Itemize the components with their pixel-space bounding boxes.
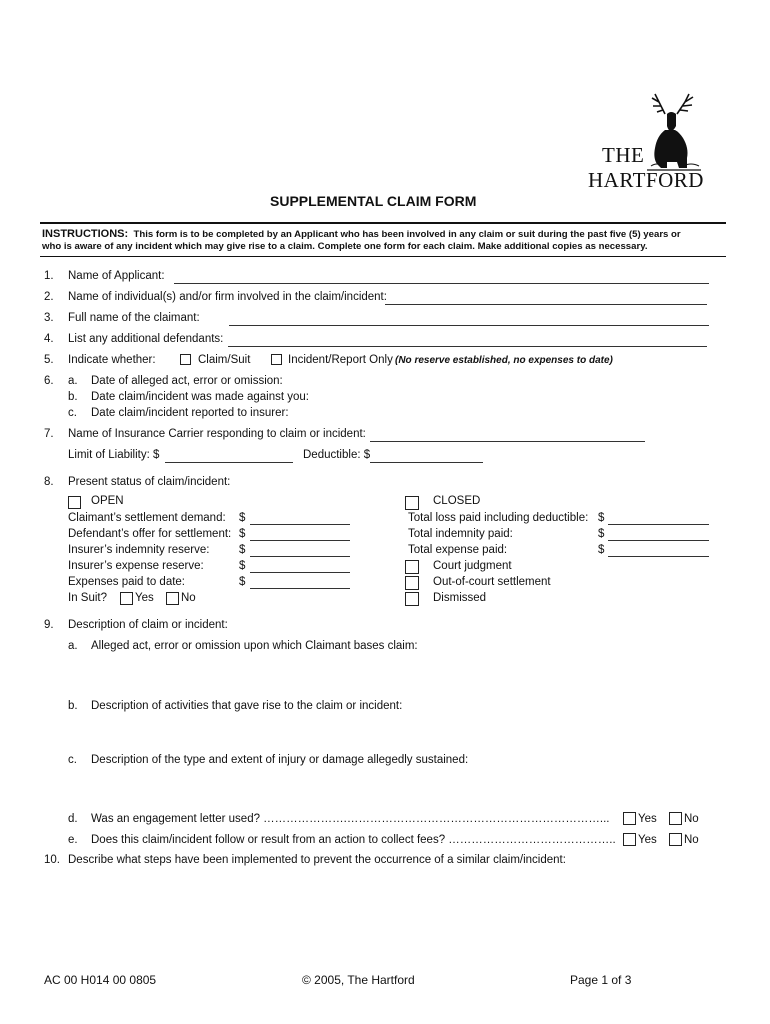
indemnity-reserve-label: Insurer’s indemnity reserve: (68, 544, 210, 556)
engagement-letter-yes-label: Yes (638, 813, 657, 825)
q5-number: 5. (44, 354, 54, 366)
copyright: © 2005, The Hartford (302, 973, 415, 987)
collect-fees-yes-checkbox[interactable] (623, 833, 636, 846)
deductible-label: Deductible: $ (303, 449, 371, 461)
q1-label: Name of Applicant: (68, 270, 165, 282)
limit-of-liability-label: Limit of Liability: $ (68, 449, 160, 461)
q2-label: Name of individual(s) and/or firm involved in the claim/incident: (68, 291, 387, 303)
q3-label: Full name of the claimant: (68, 312, 200, 324)
open-checkbox[interactable] (68, 496, 81, 509)
q8-label: Present status of claim/incident: (68, 476, 231, 488)
out-of-court-checkbox[interactable] (405, 576, 419, 590)
q6c-label: Date claim/incident reported to insurer: (91, 407, 289, 419)
settlement-demand-field[interactable] (250, 524, 350, 525)
collect-fees-yes-label: Yes (638, 834, 657, 846)
dollar-sign: $ (598, 544, 605, 556)
indemnity-reserve-field[interactable] (250, 556, 350, 557)
dismissed-checkbox[interactable] (405, 592, 419, 606)
q9e-label: Does this claim/incident follow or result from an action to collect fees? …………………………………….. (91, 834, 616, 846)
q9b-letter: b. (68, 700, 78, 712)
dollar-sign: $ (239, 576, 246, 588)
closed-label: CLOSED (433, 495, 481, 507)
expenses-paid-field[interactable] (250, 588, 350, 589)
in-suit-no-label: No (181, 592, 196, 604)
court-judgment-checkbox[interactable] (405, 560, 419, 574)
q9d-letter: d. (68, 813, 78, 825)
engagement-letter-yes-checkbox[interactable] (623, 812, 636, 825)
q9b-label: Description of activities that gave rise to the claim or incident: (91, 700, 403, 712)
incident-report-label: Incident/Report Only (288, 354, 393, 366)
settlement-offer-field[interactable] (250, 540, 350, 541)
q9-number: 9. (44, 619, 54, 631)
expense-reserve-label: Insurer’s expense reserve: (68, 560, 204, 572)
dollar-sign: $ (239, 560, 246, 572)
q8-number: 8. (44, 476, 54, 488)
total-expense-paid-label: Total expense paid: (408, 544, 508, 556)
limit-of-liability-field[interactable] (165, 462, 293, 463)
q9a-label: Alleged act, error or omission upon which Claimant bases claim: (91, 640, 418, 652)
involved-parties-field[interactable] (385, 304, 707, 305)
claimant-name-field[interactable] (229, 325, 709, 326)
q6b-letter: b. (68, 391, 78, 403)
additional-defendants-field[interactable] (228, 346, 707, 347)
instructions-label: INSTRUCTIONS: (42, 228, 129, 240)
q6-number: 6. (44, 375, 54, 387)
logo-text-the: THE (602, 143, 645, 167)
q7-number: 7. (44, 428, 54, 440)
out-of-court-label: Out-of-court settlement (433, 576, 551, 588)
instructions-text-2: who is aware of any incident which may give rise to a claim. Complete one form for each claim. Make additional copies as necessary. (42, 241, 648, 252)
q5-label: Indicate whether: (68, 354, 156, 366)
logo-text-hartford: HARTFORD (588, 168, 704, 192)
deductible-field[interactable] (370, 462, 483, 463)
page-number: Page 1 of 3 (570, 973, 632, 987)
insurance-carrier-field[interactable] (370, 441, 645, 442)
dismissed-label: Dismissed (433, 592, 487, 604)
dollar-sign: $ (239, 512, 246, 524)
q9c-letter: c. (68, 754, 77, 766)
divider-bottom (40, 256, 726, 257)
q9c-label: Description of the type and extent of injury or damage allegedly sustained: (91, 754, 469, 766)
total-indemnity-paid-field[interactable] (608, 540, 709, 541)
claim-suit-label: Claim/Suit (198, 354, 251, 366)
total-loss-paid-label: Total loss paid including deductible: (408, 512, 589, 524)
incident-report-checkbox[interactable] (271, 354, 282, 365)
settlement-demand-label: Claimant’s settlement demand: (68, 512, 226, 524)
q6a-letter: a. (68, 375, 78, 387)
q9-label: Description of claim or incident: (68, 619, 228, 631)
q2-number: 2. (44, 291, 54, 303)
dollar-sign: $ (239, 544, 246, 556)
total-expense-paid-field[interactable] (608, 556, 709, 557)
q6b-label: Date claim/incident was made against you: (91, 391, 309, 403)
in-suit-yes-label: Yes (135, 592, 154, 604)
q3-number: 3. (44, 312, 54, 324)
instructions-text-1: This form is to be completed by an Applicant who has been involved in any claim or suit during the past five (5) years or (133, 229, 681, 240)
total-loss-paid-field[interactable] (608, 524, 709, 525)
q4-number: 4. (44, 333, 54, 345)
page-title: SUPPLEMENTAL CLAIM FORM (270, 193, 477, 209)
divider-top (40, 222, 726, 224)
engagement-letter-no-label: No (684, 813, 699, 825)
q6c-letter: c. (68, 407, 77, 419)
in-suit-label: In Suit? (68, 592, 107, 604)
q4-label: List any additional defendants: (68, 333, 224, 345)
instructions-line1 (42, 228, 681, 241)
expense-reserve-field[interactable] (250, 572, 350, 573)
q7-label: Name of Insurance Carrier responding to claim or incident: (68, 428, 366, 440)
applicant-name-field[interactable] (174, 283, 709, 284)
q1-number: 1. (44, 270, 54, 282)
in-suit-yes-checkbox[interactable] (120, 592, 133, 605)
q9e-letter: e. (68, 834, 78, 846)
open-label: OPEN (91, 495, 124, 507)
dollar-sign: $ (598, 512, 605, 524)
stag-icon (643, 92, 705, 172)
total-indemnity-paid-label: Total indemnity paid: (408, 528, 513, 540)
expenses-paid-label: Expenses paid to date: (68, 576, 185, 588)
engagement-letter-no-checkbox[interactable] (669, 812, 682, 825)
collect-fees-no-checkbox[interactable] (669, 833, 682, 846)
settlement-offer-label: Defendant’s offer for settlement: (68, 528, 232, 540)
dollar-sign: $ (239, 528, 246, 540)
dollar-sign: $ (598, 528, 605, 540)
incident-report-note: (No reserve established, no expenses to date) (395, 355, 613, 366)
form-code: AC 00 H014 00 0805 (44, 973, 157, 987)
court-judgment-label: Court judgment (433, 560, 512, 572)
q9d-label: Was an engagement letter used? ………………….…………………………………………………………... (91, 813, 610, 825)
closed-checkbox[interactable] (405, 496, 419, 510)
q9a-letter: a. (68, 640, 78, 652)
in-suit-no-checkbox[interactable] (166, 592, 179, 605)
claim-suit-checkbox[interactable] (180, 354, 191, 365)
q10-label: Describe what steps have been implemented to prevent the occurrence of a similar claim/incident: (68, 854, 566, 866)
q6a-label: Date of alleged act, error or omission: (91, 375, 283, 387)
collect-fees-no-label: No (684, 834, 699, 846)
q10-number: 10. (44, 854, 60, 866)
